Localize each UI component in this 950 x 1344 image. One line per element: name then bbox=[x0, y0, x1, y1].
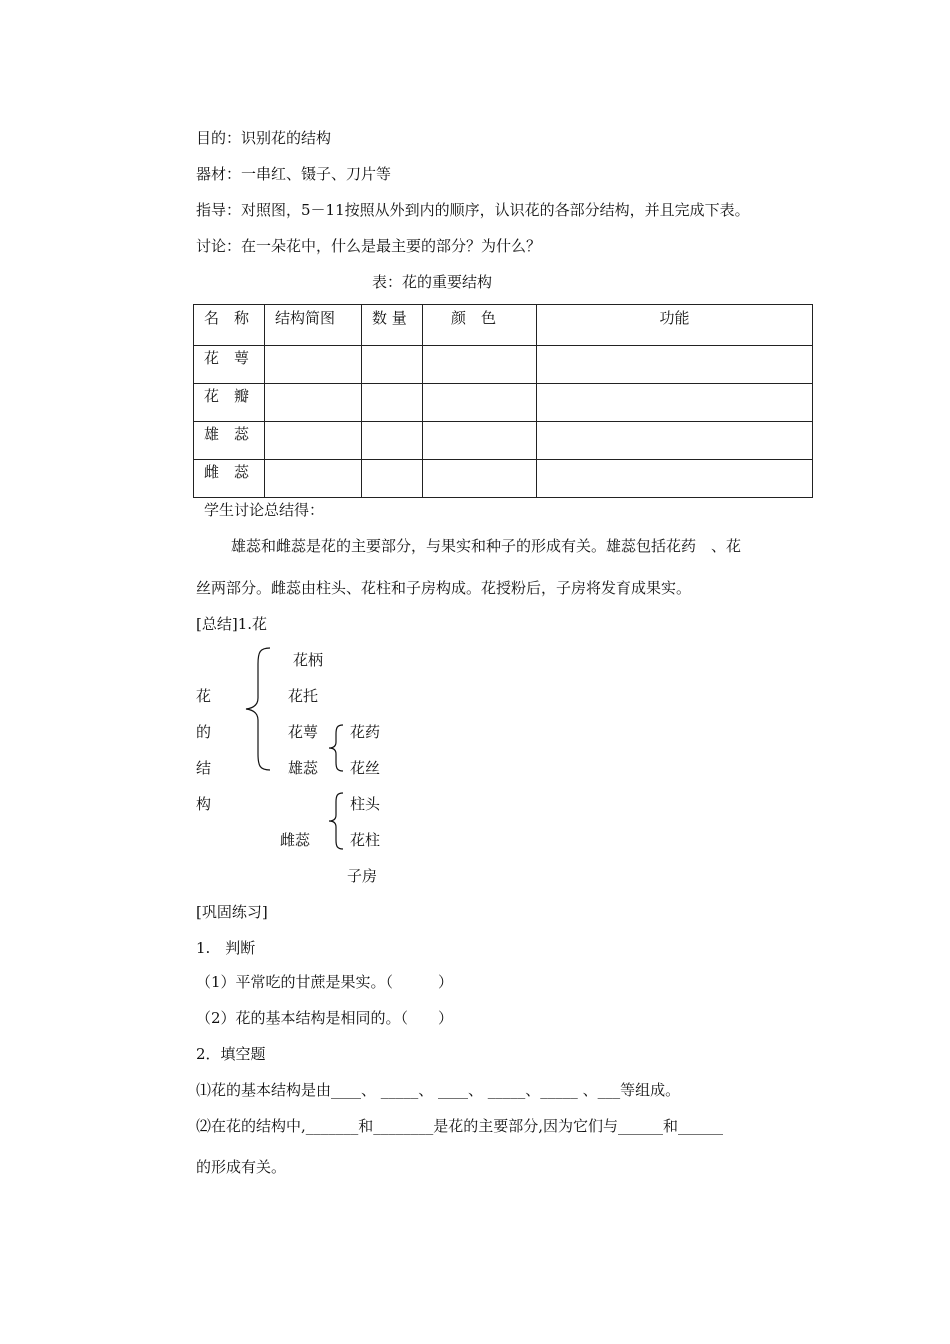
table-cell bbox=[537, 460, 813, 498]
summary-label: 学生讨论总结得： bbox=[204, 501, 325, 519]
root-char: 的 bbox=[196, 723, 212, 741]
column-header: 数 量 bbox=[362, 305, 423, 346]
table-cell bbox=[537, 422, 813, 460]
table-row bbox=[194, 460, 813, 498]
table-cell bbox=[265, 384, 362, 422]
column-header: 结构简图 bbox=[265, 305, 362, 346]
pistil-brace bbox=[326, 790, 346, 852]
table-cell bbox=[265, 346, 362, 384]
column-header: 颜 色 bbox=[423, 305, 537, 346]
summary-line-2: 丝两部分。雌蕊由柱头、花柱和子房构成。花授粉后，子房将发育成果实。 bbox=[196, 579, 692, 597]
stamen-part: 花丝 bbox=[350, 759, 381, 777]
table-cell bbox=[362, 384, 423, 422]
part-label: 花柄 bbox=[293, 651, 324, 669]
materials-line: 器材：一串红、镊子、刀片等 bbox=[196, 165, 392, 183]
guide-line: 指导：对照图，5－11按照从外到内的顺序，认识花的各部分结构，并且完成下表。 bbox=[196, 201, 750, 219]
table-cell bbox=[265, 422, 362, 460]
table-cell bbox=[362, 460, 423, 498]
table-cell bbox=[423, 346, 537, 384]
question-2-item: ⑴花的基本结构是由____、 _____、 ____、 _____、_____ 、___等组成。 bbox=[196, 1081, 681, 1099]
pistil-part: 柱头 bbox=[350, 795, 381, 813]
table-cell bbox=[423, 460, 537, 498]
table-cell bbox=[423, 422, 537, 460]
table-cell bbox=[265, 460, 362, 498]
question-1-title: 1. 判断 bbox=[196, 939, 256, 957]
column-header: 名 称 bbox=[194, 305, 265, 346]
flower-structure-table bbox=[193, 304, 813, 498]
question-1-item: （1）平常吃的甘蔗是果实。（ ） bbox=[196, 973, 454, 991]
root-char: 结 bbox=[196, 759, 212, 777]
stamen-brace bbox=[326, 722, 346, 774]
pistil-part: 子房 bbox=[347, 867, 378, 885]
exercise-heading: [巩固练习] bbox=[196, 903, 268, 921]
table-row bbox=[194, 346, 813, 384]
discussion-line: 讨论：在一朵花中，什么是最主要的部分？为什么？ bbox=[196, 237, 542, 255]
table-cell: 雄 蕊 bbox=[194, 422, 265, 460]
question-1-item: （2）花的基本结构是相同的。（ ） bbox=[196, 1009, 454, 1027]
table-header-row bbox=[194, 305, 813, 346]
table-cell bbox=[537, 384, 813, 422]
table-cell bbox=[423, 384, 537, 422]
main-brace bbox=[240, 646, 276, 772]
question-2-item: ⑵在花的结构中,_______和________是花的主要部分,因为它们与______和______ bbox=[196, 1117, 724, 1135]
question-2-item-continued: 的形成有关。 bbox=[196, 1158, 287, 1176]
table-row bbox=[194, 384, 813, 422]
part-label: 花萼 bbox=[288, 723, 319, 741]
table-cell bbox=[362, 422, 423, 460]
purpose-line: 目的：识别花的结构 bbox=[196, 129, 332, 147]
root-char: 花 bbox=[196, 687, 212, 705]
table-row bbox=[194, 422, 813, 460]
pistil-part: 花柱 bbox=[350, 831, 381, 849]
table-cell bbox=[537, 346, 813, 384]
table-cell: 花 瓣 bbox=[194, 384, 265, 422]
root-char: 构 bbox=[196, 795, 212, 813]
part-label: 花托 bbox=[288, 687, 319, 705]
table-caption: 表：花的重要结构 bbox=[372, 273, 493, 291]
table-cell: 花 萼 bbox=[194, 346, 265, 384]
column-header: 功能 bbox=[537, 305, 813, 346]
part-label: 雄蕊 bbox=[288, 759, 319, 777]
question-2-title: 2．填空题 bbox=[196, 1045, 266, 1063]
table-cell bbox=[362, 346, 423, 384]
summary-heading: [总结]1.花 bbox=[196, 615, 268, 633]
summary-line-1: 雄蕊和雌蕊是花的主要部分，与果实和种子的形成有关。雄蕊包括花药 、花 bbox=[231, 537, 742, 555]
table-cell: 雌 蕊 bbox=[194, 460, 265, 498]
pistil-label: 雌蕊 bbox=[280, 831, 311, 849]
stamen-part: 花药 bbox=[350, 723, 381, 741]
